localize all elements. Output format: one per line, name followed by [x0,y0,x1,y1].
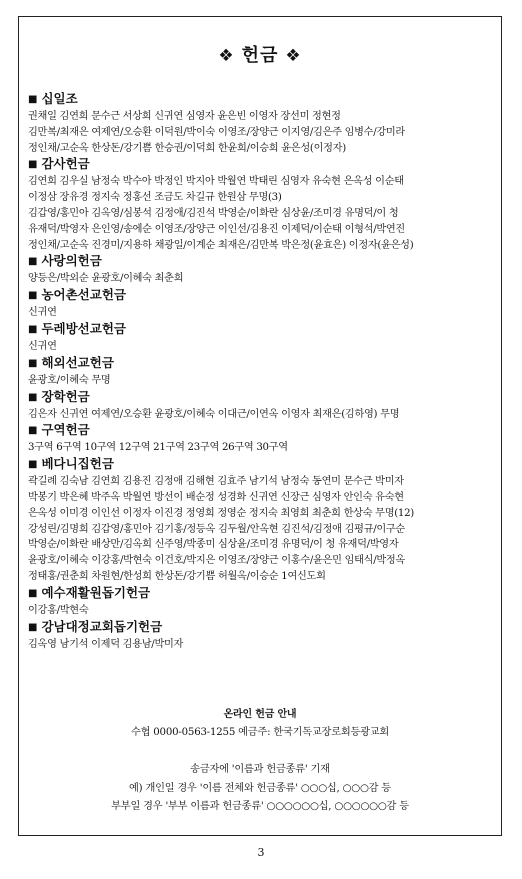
donor-line: 은옥성 이미경 이인선 이정자 이진경 정영희 정영순 정지숙 최영희 최춘희 한상숙 무명(12) [28,507,414,519]
donor-line: 강성린/김명희 김갑영/홍민아 김기홍/정등옥 김두월/안옥현 김진석/김정애 김평규/이구순 [28,523,405,535]
offering-section [28,156,495,253]
section-heading [28,585,495,603]
section-heading [28,253,495,271]
section-heading [28,619,495,637]
offering-section [28,619,495,653]
example-couple: 부부일 경우 '부부 이름과 헌금종류' ○○○○○○십, ○○○○○○감 등 [111,801,409,812]
section-heading-text: 십일조 [41,91,78,106]
donor-line: 3구역 6구역 10구역 12구역 21구역 23구역 26구역 30구역 [28,442,288,454]
section-heading-text: 감사헌금 [41,156,90,172]
section-heading-text: 예수재활원돕기헌금 [41,584,151,600]
donor-line: 이정삼 장유경 정지숙 정홍선 조금도 차길규 한원삼 무명(3) [28,192,282,204]
offering-section [28,355,495,389]
offering-section [28,456,495,585]
donor-line: 정태홍/권춘희 차원현/한성희 한상돈/강기쁨 허월옥/이승순 1여신도회 [28,570,326,582]
donor-line: 정인채/고순옥 진경미/지용하 채광일/이계순 최재은/김만복 박은정(윤효은) 이정자(윤은성) [28,239,414,251]
section-heading-text: 장학헌금 [41,388,90,404]
square-bullet-icon: ■ [28,391,38,403]
donor-line: 윤광호/이혜숙 무명 [28,374,111,386]
donor-line: 신귀연 [28,340,57,352]
example-individual: 예) 개인일 경우 '이름 전체와 헌금종류' ○○○십, ○○○감 등 [129,783,391,794]
square-bullet-icon: ■ [28,587,38,599]
square-bullet-icon: ■ [28,459,38,471]
donor-line: 김옥영 남기석 이제덕 김용남/박미자 [28,638,184,650]
square-bullet-icon: ■ [28,159,38,171]
section-heading-text: 두레방선교헌금 [41,320,126,336]
offering-section [28,91,495,156]
section-heading-text: 강남대정교회돕기헌금 [41,618,163,634]
section-heading [28,456,495,474]
offering-section [28,585,495,619]
donor-line: 박영순/이화란 배상만/김옥희 신주영/박종미 심상윤/조미경 유명덕/이 청 유재덕/박영자 [28,539,399,551]
donor-line: 김만복/최재은 여제연/오승환 이덕원/박이숙 이영조/장양근 이지영/김은주 임병수/강미라 [28,126,405,138]
section-heading [28,321,495,339]
offering-section [28,253,495,287]
section-heading [28,156,495,174]
offering-section [28,321,495,355]
page-title [19,41,501,67]
square-bullet-icon: ■ [28,621,38,633]
offering-sections [28,91,495,652]
square-bullet-icon: ■ [28,256,38,268]
offering-section [28,389,495,423]
online-offering-title: 온라인 헌금 안내 [223,709,297,720]
bank-account: 수협 0000-0563-1255 예금주: 한국기독교장로회등광교회 [130,727,390,738]
donor-line: 곽길례 김숙남 김연희 김용진 김정애 김해현 김효주 남기석 남정숙 동연미 문수근 박미자 [28,476,404,488]
donor-line: 신귀연 [28,307,57,319]
section-heading-text: 베다니집헌금 [41,456,114,472]
square-bullet-icon: ■ [28,94,38,105]
square-bullet-icon: ■ [28,290,38,302]
donor-line: 양등은/박외순 윤광호/이혜숙 최춘희 [28,273,184,285]
section-heading-text: 해외선교헌금 [41,354,114,370]
section-heading [28,422,495,440]
donor-line: 김은자 신귀연 여제연/오승환 윤광호/이혜숙 이대근/이연옥 이영자 최재은(김하영) 무명 [28,408,400,420]
title-text: 헌금 [241,45,279,66]
ornament-right-icon: ❖ [285,46,302,66]
section-heading-text: 농어촌선교헌금 [41,287,126,303]
donor-line: 박봉기 박은혜 박주옥 박월연 방선이 배순정 성경화 신귀연 신장근 심영자 안인숙 유숙현 [28,491,404,503]
donor-line: 김연희 김우실 남정숙 박수아 박정인 박지아 박월연 박태린 심영자 유숙현 은옥성 이순태 [28,176,404,188]
offering-section [28,287,495,321]
offering-section [28,422,495,456]
section-heading-text: 사랑의헌금 [41,253,102,269]
square-bullet-icon: ■ [28,357,38,369]
section-heading-text: 구역헌금 [41,422,90,438]
donor-line: 김갑영/홍민아 김옥영/심봉석 김정애/김진석 박영순/이화란 심상윤/조미경 유명덕/이 청 [28,207,399,219]
sender-note: 송금자에 '이름과 헌금종류' 기재 [190,764,330,775]
section-heading [28,91,495,109]
square-bullet-icon: ■ [28,425,38,437]
donor-line: 정인채/고순옥 한상돈/강기쁨 한승권/이덕희 한윤희/이승희 윤은성(이정자) [28,142,346,154]
section-heading [28,389,495,407]
donor-line: 윤광호/이혜숙 이강홍/박현숙 이건호/박지은 이영조/장양근 이홍수/윤은민 임태식/박정옥 [28,555,405,567]
ornament-left-icon: ❖ [218,46,235,66]
section-heading [28,287,495,305]
square-bullet-icon: ■ [28,323,38,335]
donor-line: 이강홍/박현숙 [28,604,89,616]
section-heading [28,355,495,373]
donor-line: 권채일 김연희 문수근 서상희 신귀연 심영자 윤은빈 이영자 장선미 정현정 [28,111,341,122]
bulletin-frame [18,16,502,836]
donor-line: 유재덕/박영자 은인영/송에순 이영조/장양근 이인선/김용진 이제덕/이순태 이형석/박연진 [28,223,405,235]
page-number: 3 [257,846,265,859]
